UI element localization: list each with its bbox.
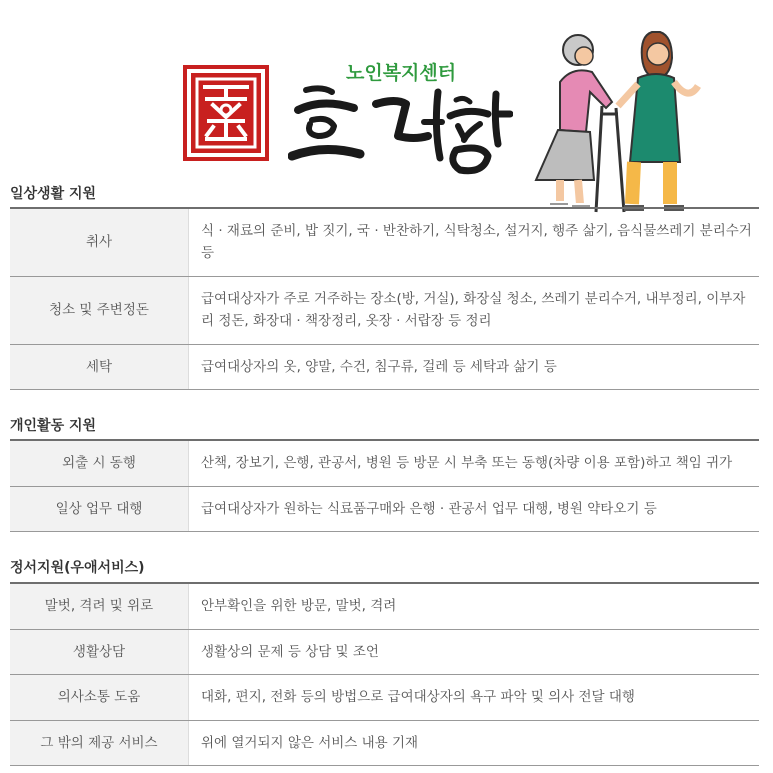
table-row: [10, 629, 759, 674]
section-title-emotional-support: 정서지원(우애서비스): [10, 560, 145, 576]
personal-activity-table: [10, 439, 759, 532]
center-subtitle: 노인복지센터: [346, 62, 457, 84]
row-label: 외출 시 동행: [10, 440, 189, 486]
row-desc: 급여대상자가 원하는 식료품구매와 은행 · 관공서 업무 대행, 병원 약타오기 등: [189, 486, 760, 531]
daily-life-table: [10, 207, 759, 390]
row-desc: 급여대상자가 주로 거주하는 장소(방, 거실), 화장실 청소, 쓰레기 분리수거, 내부정리, 이부자리 정돈, 화장대 · 책장정리, 옷장 · 서랍장 등 정리: [189, 276, 760, 344]
row-desc: 급여대상자의 옷, 양말, 수건, 침구류, 걸레 등 세탁과 삶기 등: [189, 344, 760, 389]
row-label: 그 밖의 제공 서비스: [10, 720, 189, 765]
section-title-daily-life: 일상생활 지원: [10, 186, 97, 202]
emotional-support-table: [10, 582, 759, 766]
row-label: 말벗, 격려 및 위로: [10, 583, 189, 629]
section-title-personal-activity: 개인활동 지원: [10, 418, 97, 434]
row-desc: 안부확인을 위한 방문, 말벗, 격려: [189, 583, 760, 629]
table-row: [10, 720, 759, 765]
row-desc: 산책, 장보기, 은행, 관공서, 병원 등 방문 시 부축 또는 동행(차량 이용 포함)하고 책임 귀가: [189, 440, 760, 486]
header: [0, 0, 773, 215]
row-desc: 생활상의 문제 등 상담 및 조언: [189, 629, 760, 674]
table-row: [10, 276, 759, 344]
table-row: [10, 440, 759, 486]
row-label: 세탁: [10, 344, 189, 389]
row-desc: 식 · 재료의 준비, 밥 짓기, 국 · 반찬하기, 식탁청소, 설거지, 행주 삶기, 음식물쓰레기 분리수거 등: [189, 208, 760, 276]
table-row: [10, 208, 759, 276]
table-row: [10, 344, 759, 389]
row-label: 취사: [10, 208, 189, 276]
table-row: [10, 486, 759, 531]
row-label: 생활상담: [10, 629, 189, 674]
seal-logo: [183, 65, 269, 161]
row-label: 청소 및 주변정돈: [10, 276, 189, 344]
table-row: [10, 583, 759, 629]
row-label: 의사소통 도움: [10, 674, 189, 720]
brush-logo: [288, 78, 513, 178]
row-label: 일상 업무 대행: [10, 486, 189, 531]
table-row: [10, 674, 759, 720]
row-desc: 위에 열거되지 않은 서비스 내용 기재: [189, 720, 760, 765]
caregiver-illustration: [520, 22, 720, 217]
row-desc: 대화, 편지, 전화 등의 방법으로 급여대상자의 욕구 파악 및 의사 전달 대행: [189, 674, 760, 720]
